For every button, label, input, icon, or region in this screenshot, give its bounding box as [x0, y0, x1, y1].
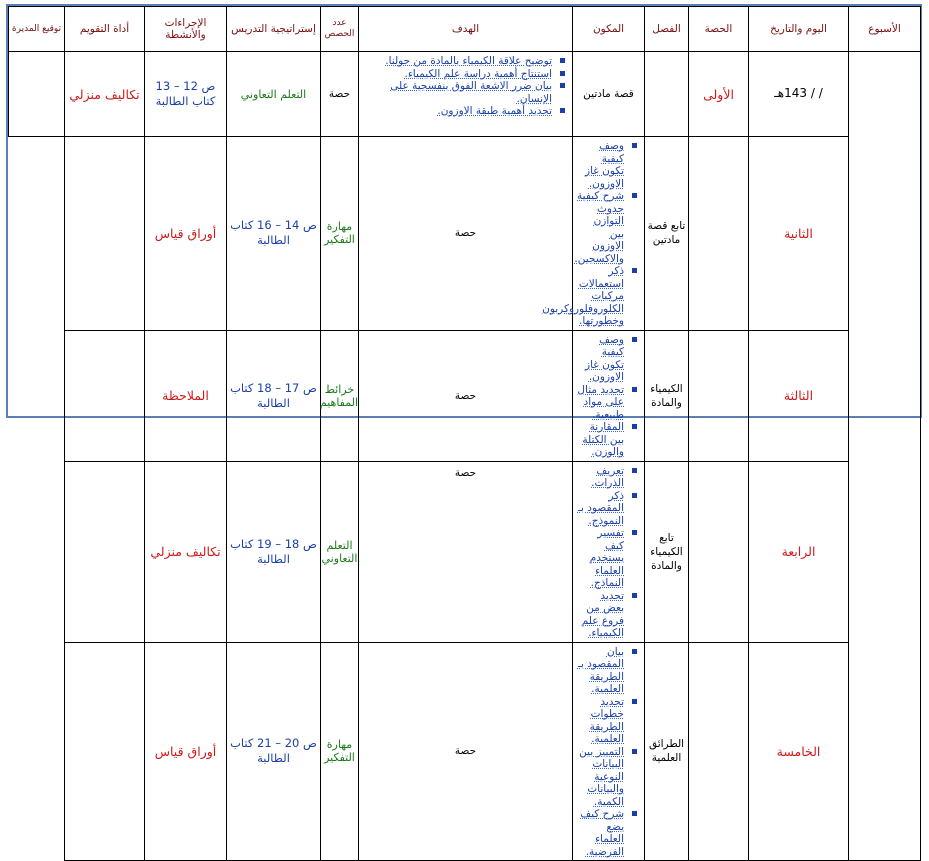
component-cell: الكيمياء والمادة: [645, 330, 689, 461]
date-cell: / / 143هـ: [749, 52, 849, 137]
periods-cell: حصة: [359, 330, 573, 461]
square-bullet-icon: [632, 424, 637, 429]
square-bullet-icon: [632, 387, 637, 392]
header-week: الأسبوع: [849, 7, 921, 52]
square-bullet-icon: [632, 699, 637, 704]
periods-cell: حصة: [321, 52, 359, 137]
goal-text: شرح كيف يضع العلماء الفرضية.: [580, 808, 624, 858]
header-row: [9, 7, 921, 52]
signature-cell: [65, 137, 145, 331]
chapter-cell: [689, 642, 749, 861]
strategy-cell: مهارة التفكير: [321, 137, 359, 331]
square-bullet-icon: [632, 268, 637, 273]
lesson-cell: الثانية: [749, 137, 849, 331]
header-strategy: إستراتيجية التدريس: [227, 7, 321, 52]
goal-text: تحديد أهمية طبقة الاوزون.: [437, 105, 552, 117]
square-bullet-icon: [632, 649, 637, 654]
goal-item: [577, 590, 624, 640]
goal-item: [363, 68, 552, 81]
square-bullet-icon: [632, 143, 637, 148]
square-bullet-icon: [632, 468, 637, 473]
goal-cell: [573, 461, 645, 642]
table-body: [9, 52, 921, 861]
header-principal-sign: توقيع المديرة: [9, 7, 65, 52]
table-row: [9, 461, 921, 642]
square-bullet-icon: [560, 83, 565, 88]
goal-item: [577, 746, 624, 809]
signature-cell: [9, 52, 65, 137]
goal-item: [577, 421, 624, 459]
chapter-cell: [689, 330, 749, 461]
periods-cell: حصة: [359, 642, 573, 861]
goal-item: [577, 696, 624, 746]
component-cell: قصة مادتين: [573, 52, 645, 137]
goal-item: [574, 190, 624, 265]
procedures-cell: ص 17 – 18 كتاب الطالبة: [227, 330, 321, 461]
goal-text: تحديد بعض من فروع علم الكيمياء.: [581, 589, 624, 639]
table-row: [9, 330, 921, 461]
lesson-plan-table: [8, 6, 921, 861]
goal-text: المقارنة بين الكتلة والوزن.: [582, 421, 624, 458]
header-procedures: الإجراءات والأنشطة: [145, 7, 227, 52]
component-cell: تابع الكيمياء والمادة: [645, 461, 689, 642]
goal-text: التمييز بين البيانات النوعية والبيانات الكمية.: [579, 745, 624, 808]
goal-text: وصف كيفية تكون غاز الاوزون.: [585, 140, 624, 190]
assessment-cell: تكاليف منزلي: [65, 52, 145, 137]
signature-cell: [65, 330, 145, 461]
table-row: [9, 52, 921, 137]
lesson-cell: الرابعة: [749, 461, 849, 642]
chapter-cell: [689, 137, 749, 331]
goal-item: [577, 465, 624, 490]
goal-item: [577, 334, 624, 384]
table-row: [9, 642, 921, 861]
strategy-cell: التعلم التعاوني: [227, 52, 321, 137]
goal-text: استنتاج أهمية دراسة علم الكيمياء.: [404, 67, 552, 80]
goal-item: [577, 490, 624, 528]
square-bullet-icon: [632, 530, 637, 535]
goal-item: [577, 808, 624, 858]
procedures-cell: ص 14 – 16 كتاب الطالبة: [227, 137, 321, 331]
periods-cell: حصة: [359, 461, 573, 642]
goal-item: [363, 55, 552, 68]
assessment-cell: أوراق قياس: [145, 137, 227, 331]
assessment-cell: الملاحظة: [145, 330, 227, 461]
header-goal: الهدف: [359, 7, 573, 52]
chapter-cell: [689, 461, 749, 642]
goal-item: [542, 265, 624, 328]
strategy-cell: مهارة التفكير: [321, 642, 359, 861]
goal-item: [363, 105, 552, 118]
header-assessment: أداة التقويم: [65, 7, 145, 52]
goal-item: [363, 80, 552, 105]
goal-cell: [359, 52, 573, 137]
lesson-cell: الخامسة: [749, 642, 849, 861]
chapter-cell: [645, 52, 689, 137]
goal-cell: [542, 137, 645, 331]
goal-item: [577, 646, 624, 696]
procedures-cell: ص 20 – 21 كتاب الطالبة: [227, 642, 321, 861]
goal-item: [577, 527, 624, 590]
goal-cell: [573, 642, 645, 861]
square-bullet-icon: [560, 71, 565, 76]
square-bullet-icon: [560, 108, 565, 113]
header-chapter: الفصل: [645, 7, 689, 52]
component-cell: الطرائق العلمية: [645, 642, 689, 861]
square-bullet-icon: [632, 493, 637, 498]
assessment-cell: أوراق قياس: [145, 642, 227, 861]
goal-text: بيان ضرر الاشعة الفوق بنفسجية على الإنسان.: [390, 80, 552, 105]
procedures-cell: ص 18 – 19 كتاب الطالبة: [227, 461, 321, 642]
square-bullet-icon: [632, 811, 637, 816]
goal-item: [577, 140, 624, 190]
lesson-cell: الثالثة: [749, 330, 849, 461]
goal-text: بيان المقصود بـ الطريقة العلمية.: [577, 645, 624, 695]
square-bullet-icon: [632, 749, 637, 754]
goal-text: ذكر استعمالات مركبات الكلوروفلوروكربون وخطورتها.: [542, 265, 624, 327]
square-bullet-icon: [632, 337, 637, 342]
assessment-cell: تكاليف منزلي: [145, 461, 227, 642]
signature-cell: [65, 642, 145, 861]
header-num-periods: عدد الحصص: [321, 7, 359, 52]
signature-cell: [65, 461, 145, 642]
goal-text: توضيح علاقة الكيمياء بالمادة من حولنا.: [385, 55, 552, 67]
goal-text: تحديد خطوات الطريقة العلمية.: [589, 695, 624, 745]
header-day-date: اليوم والتاريخ: [749, 7, 849, 52]
week-cell: [849, 52, 921, 861]
goal-text: تحديد مثال على مواد طبيعية.: [577, 383, 624, 421]
periods-cell: حصة: [359, 137, 573, 331]
header-component: المكون: [573, 7, 645, 52]
goal-item: [577, 384, 624, 422]
square-bullet-icon: [632, 593, 637, 598]
square-bullet-icon: [560, 58, 565, 63]
goal-cell: [573, 330, 645, 461]
goal-text: ذكر المقصود بـ النموذج.: [577, 489, 624, 527]
goal-text: شرح كيفية حدوث التوازن بين الاوزون والاكسجين.: [574, 190, 624, 265]
header-lesson: الحصة: [689, 7, 749, 52]
square-bullet-icon: [632, 193, 637, 198]
procedures-cell: ص 12 – 13 كتاب الطالبة: [145, 52, 227, 137]
goal-text: تعريف الذرات.: [591, 464, 624, 489]
strategy-cell: خرائط المفاهيم: [321, 330, 359, 461]
lesson-cell: الأولى: [689, 52, 749, 137]
component-cell: تابع قصة مادتين: [645, 137, 689, 331]
goal-text: وصف كيفية تكون غاز الاوزون.: [585, 333, 624, 383]
table-row: [9, 137, 921, 331]
strategy-cell: التعلم التعاوني: [321, 461, 359, 642]
goal-text: تفسير كيف يستخدم العلماء النماذج.: [589, 527, 624, 589]
